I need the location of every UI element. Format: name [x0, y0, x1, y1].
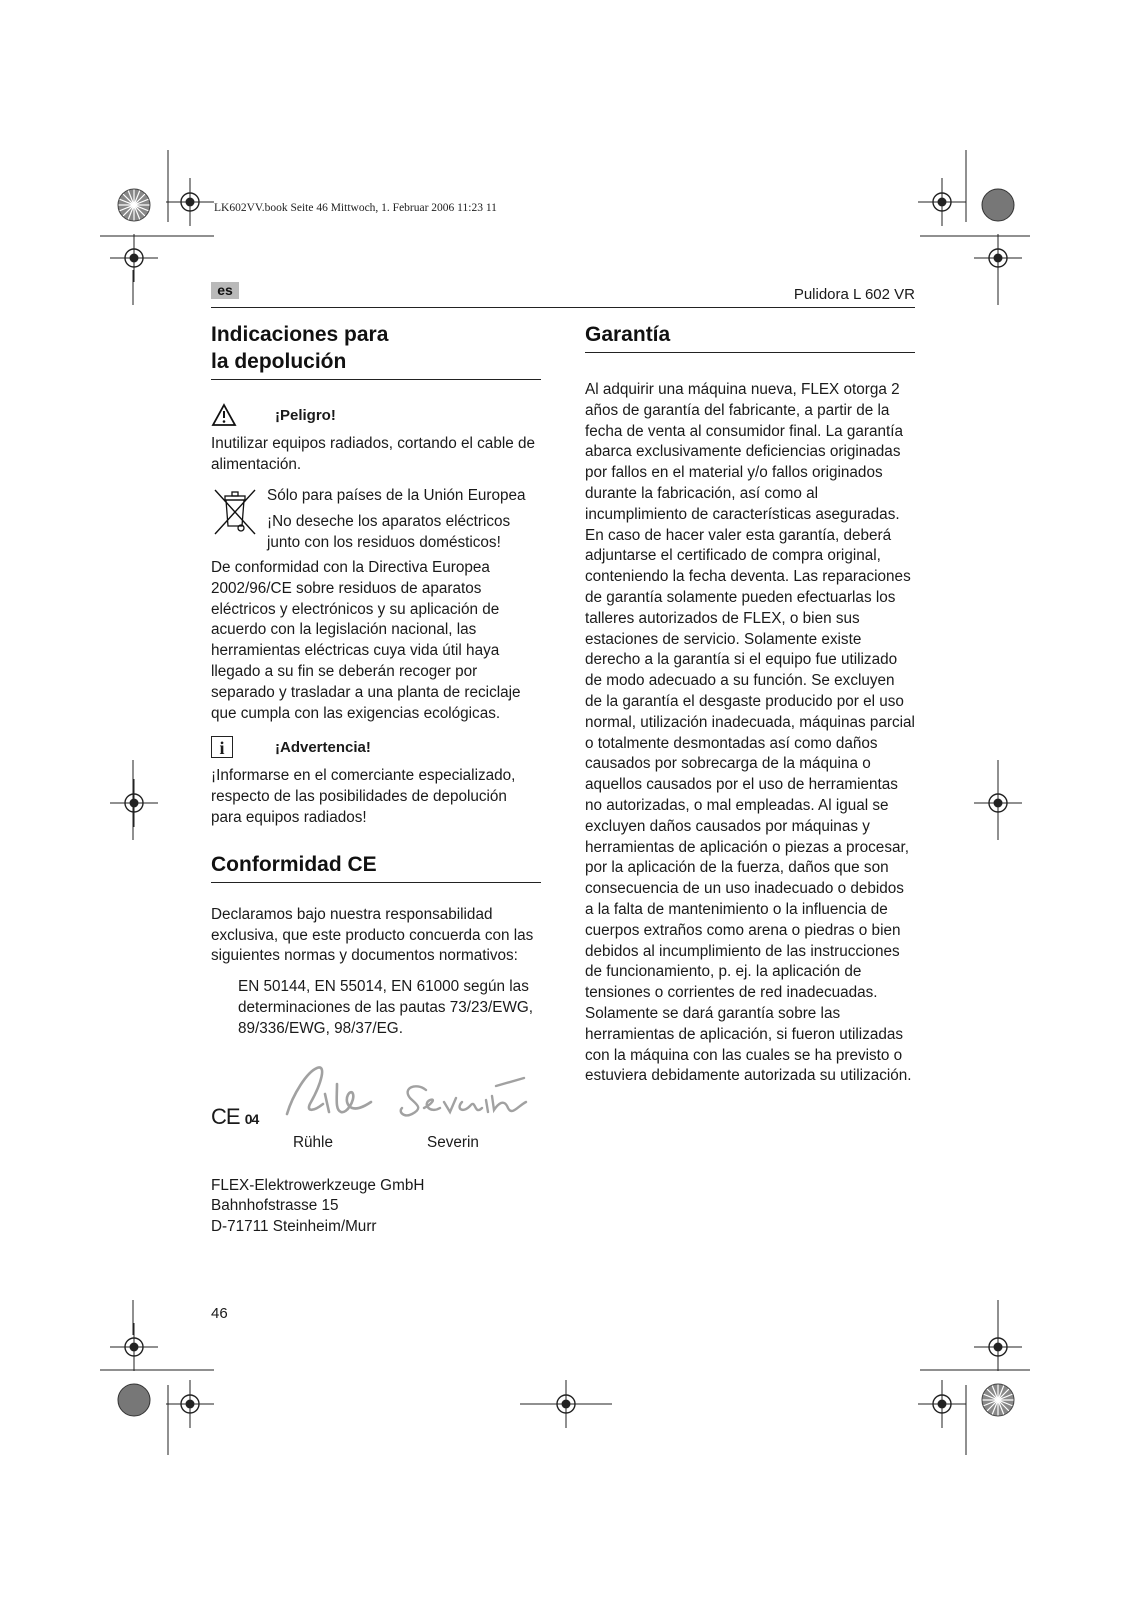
advisory-note — [211, 734, 541, 760]
company-street: Bahnhofstrasse 15 — [211, 1197, 339, 1215]
language-tag: es — [211, 282, 239, 299]
right-column — [585, 321, 915, 1087]
page-number: 46 — [211, 1305, 228, 1322]
ce-mark-letters: CE — [211, 1103, 240, 1129]
disposal-heading-line-2: la depolución — [211, 350, 347, 373]
danger-label: ¡Peligro! — [275, 406, 336, 424]
left-column — [211, 321, 541, 1238]
ce-mark-number: 04 — [244, 1110, 259, 1127]
disposal-heading — [211, 321, 541, 380]
disposal-heading-line-1: Indicaciones para — [211, 323, 389, 346]
ce-declaration-text: Declaramos bajo nuestra responsabilidad exclusiva, que este producto concuerda con las siguientes normas y documentos normativos: — [211, 905, 534, 965]
signer-name-2: Severin — [427, 1133, 479, 1151]
danger-text: Inutilizar equipos radiados, cortando el cable de alimentación. — [211, 435, 535, 473]
eu-only-text: Sólo para países de la Unión Europea — [267, 486, 526, 504]
weee-block — [211, 486, 541, 554]
no-household-text: ¡No deseche los aparatos eléctricos junto con los residuos domésticos! — [267, 513, 511, 552]
header-rule — [211, 307, 915, 308]
standards-text: EN 50144, EN 55014, EN 61000 según las determinaciones de las pautas 73/23/EWG, 89/336/EWG, 98/37/EG. — [238, 978, 534, 1037]
signature-ruhle-image — [279, 1054, 379, 1129]
directive-text: De conformidad con la Directiva Europea 2002/96/CE sobre residuos de aparatos eléctricos y electrónicos y su aplicación de acuerdo con la legislación nacional, las herramientas eléctricas cuya vida útil haya llegado a su fin se deberán recoger por separado y trasladar a una planta de reciclaje que cumpla con las exigencias ecológicas. — [211, 558, 521, 722]
page-header-title: Pulidora L 602 VR — [793, 286, 915, 303]
danger-note — [211, 402, 541, 428]
signer-name-1: Rühle — [293, 1133, 333, 1151]
ce-heading: Conformidad CE — [211, 851, 541, 883]
company-name: FLEX-Elektrowerkzeuge GmbH — [211, 1176, 425, 1194]
signature-block — [211, 1054, 541, 1154]
print-slug-line: LK602VV.book Seite 46 Mittwoch, 1. Februar 2006 11:23 11 — [214, 202, 497, 214]
signature-severin-image — [396, 1068, 536, 1128]
company-city: D-71711 Steinheim/Murr — [211, 1218, 377, 1236]
info-icon-box: i — [211, 736, 233, 758]
advisory-text: ¡Informarse en el comerciante especializado, respecto de las posibilidades de depolución para equipos radiados! — [211, 767, 516, 826]
info-icon — [211, 734, 251, 760]
manufacturer-address — [211, 1176, 541, 1238]
warranty-heading: Garantía — [585, 321, 915, 353]
crossed-bin-icon — [211, 486, 261, 554]
warning-triangle-icon — [211, 402, 251, 428]
ce-mark — [211, 1104, 258, 1130]
warranty-text: Al adquirir una máquina nueva, FLEX otorga 2 años de garantía del fabricante, a partir de la fecha de venta al consumidor final. La garantía abarca exclusivamente deficiencias originadas por fallos en el material y/o fallos originados durante la fabricación, así como al incumplimiento de características aseguradas. En caso de hacer valer esta garantía, deberá adjuntarse el certificado de compra original, conteniendo la fecha deventa. Las reparaciones de garantía solamente pueden efectuarlas los talleres autorizados de FLEX, o bien sus estaciones de servicio. Solamente existe derecho a la garantía si el equipo fue utilizado de modo adecuado a su función. Se excluyen de la garantía el desgaste producido por el uso normal, utilización inadecuada, máquinas parcial o totalmente desmontadas así como daños causados por sobrecarga de la máquina o aquellos causados por el uso de herramientas no autorizadas, o mal empleadas. Al igual se excluyen daños causados por máquinas y herramientas de aplicación o piezas a procesar, por la aplicación de la fuerza, daños que son consecuencia de un uso inadecuado o debidos a la falta de mantenimiento o la influencia de cuerpos extraños como arena o piedras o bien debidos al incumplimiento de las instrucciones de funcionamiento, p. ej. la aplicación de tensiones o corrientes de red inadecuadas. Solamente se dará garantía sobre las herramientas de aplicación, si fueron utilizadas con la máquina con las cuales se ha previsto o estuviera debidamente autorizada su utilización. — [585, 381, 915, 1085]
advisory-label: ¡Advertencia! — [275, 738, 371, 756]
